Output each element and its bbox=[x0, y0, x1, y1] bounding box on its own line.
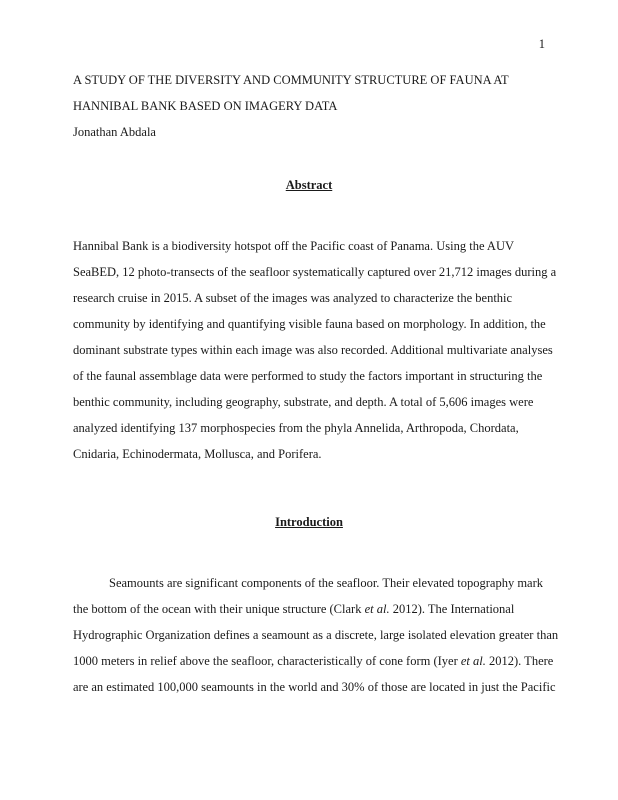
abstract-line: community by identifying and quantifying visible fauna based on morphology. In addition, the bbox=[73, 317, 546, 331]
abstract-line: dominant substrate types within each image was also recorded. Additional multivariate analyses bbox=[73, 343, 553, 357]
abstract-line: Hannibal Bank is a biodiversity hotspot off the Pacific coast of Panama. Using the AUV bbox=[73, 239, 515, 253]
abstract-line: analyzed identifying 137 morphospecies from the phyla Annelida, Arthropoda, Chordata, bbox=[73, 421, 519, 435]
introduction-line: are an estimated 100,000 seamounts in the world and 30% of those are located in just the Pacific bbox=[73, 680, 556, 694]
abstract-line: benthic community, including geography, substrate, and depth. A total of 5,606 images were bbox=[73, 395, 534, 409]
citation-et-al: et al. bbox=[364, 602, 390, 616]
introduction-line: Hydrographic Organization defines a seamount as a discrete, large isolated elevation greater than bbox=[73, 628, 559, 642]
paper-title-line-2: HANNIBAL BANK BASED ON IMAGERY DATA bbox=[73, 99, 338, 113]
author-name: Jonathan Abdala bbox=[73, 125, 156, 139]
text-run: 2012). The International bbox=[389, 602, 515, 616]
introduction-line: Seamounts are significant components of the seafloor. Their elevated topography mark bbox=[109, 576, 544, 590]
introduction-line bbox=[73, 655, 553, 668]
citation-et-al: et al. bbox=[460, 654, 486, 668]
page-number: 1 bbox=[538, 37, 545, 51]
text-run: 2012). There bbox=[485, 654, 554, 668]
introduction-line bbox=[73, 603, 514, 616]
text-run: the bottom of the ocean with their unique structure (Clark bbox=[73, 602, 365, 616]
introduction-heading: Introduction bbox=[275, 515, 343, 529]
abstract-heading: Abstract bbox=[285, 178, 333, 192]
paper-title-line-1: A STUDY OF THE DIVERSITY AND COMMUNITY STRUCTURE OF FAUNA AT bbox=[73, 73, 509, 87]
abstract-line: research cruise in 2015. A subset of the images was analyzed to characterize the benthic bbox=[73, 291, 513, 305]
abstract-line: of the faunal assemblage data were performed to study the factors important in structuring the bbox=[73, 369, 543, 383]
abstract-line: SeaBED, 12 photo-transects of the seafloor systematically captured over 21,712 images during a bbox=[73, 265, 557, 279]
text-run: 1000 meters in relief above the seafloor, characteristically of cone form (Iyer bbox=[73, 654, 461, 668]
abstract-line: Cnidaria, Echinodermata, Mollusca, and Porifera. bbox=[73, 447, 322, 461]
